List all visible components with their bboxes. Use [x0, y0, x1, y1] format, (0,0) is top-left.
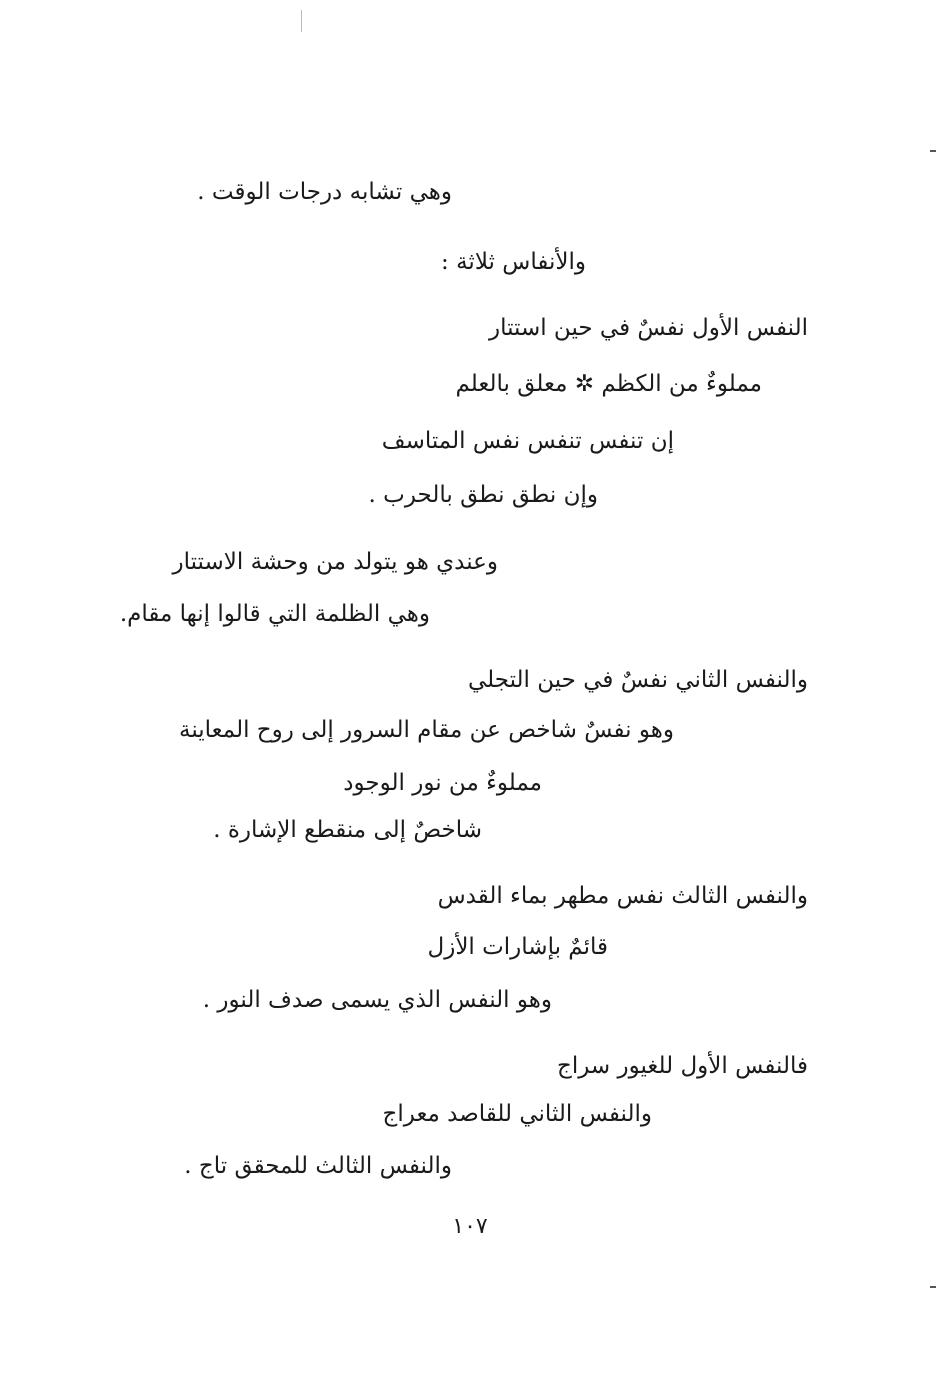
text-line: وهو النفس الذي يسمى صدف النور .: [202, 987, 552, 1013]
text-line: فالنفس الأول للغيور سراج: [556, 1053, 808, 1079]
right-margin-mark: [930, 150, 936, 152]
text-line: وهي الظلمة التي قالوا إنها مقام.: [119, 601, 430, 627]
text-line: والأنفاس ثلاثة :: [441, 249, 586, 275]
top-margin-mark: [301, 10, 302, 32]
text-line: وعندي هو يتولد من وحشة الاستتار: [172, 549, 498, 575]
text-line: مملوءٌ من الكظم ✲ معلق بالعلم: [455, 371, 762, 397]
text-line: والنفس الثالث للمحقق تاج .: [184, 1153, 452, 1179]
page-number: ١٠٧: [452, 1214, 488, 1239]
text-line: مملوءٌ من نور الوجود: [343, 770, 542, 796]
text-line: وإن نطق نطق بالحرب .: [368, 482, 598, 508]
text-line: والنفس الثاني للقاصد معراج: [382, 1101, 652, 1127]
text-line: والنفس الثالث نفس مطهر بماء القدس: [437, 883, 808, 909]
right-margin-mark: [930, 1286, 936, 1288]
text-line: قائمٌ بإشارات الأزل: [427, 934, 608, 960]
text-line: وهي تشابه درجات الوقت .: [197, 179, 452, 205]
text-line: النفس الأول نفسٌ في حين استتار: [488, 315, 808, 341]
text-line: وهو نفسٌ شاخص عن مقام السرور إلى روح المعاينة: [179, 717, 674, 743]
text-line: والنفس الثاني نفسٌ في حين التجلي: [467, 667, 808, 693]
text-line: شاخصٌ إلى منقطع الإشارة .: [213, 817, 482, 843]
text-line: إن تنفس تنفس نفس المتاسف: [381, 428, 674, 454]
